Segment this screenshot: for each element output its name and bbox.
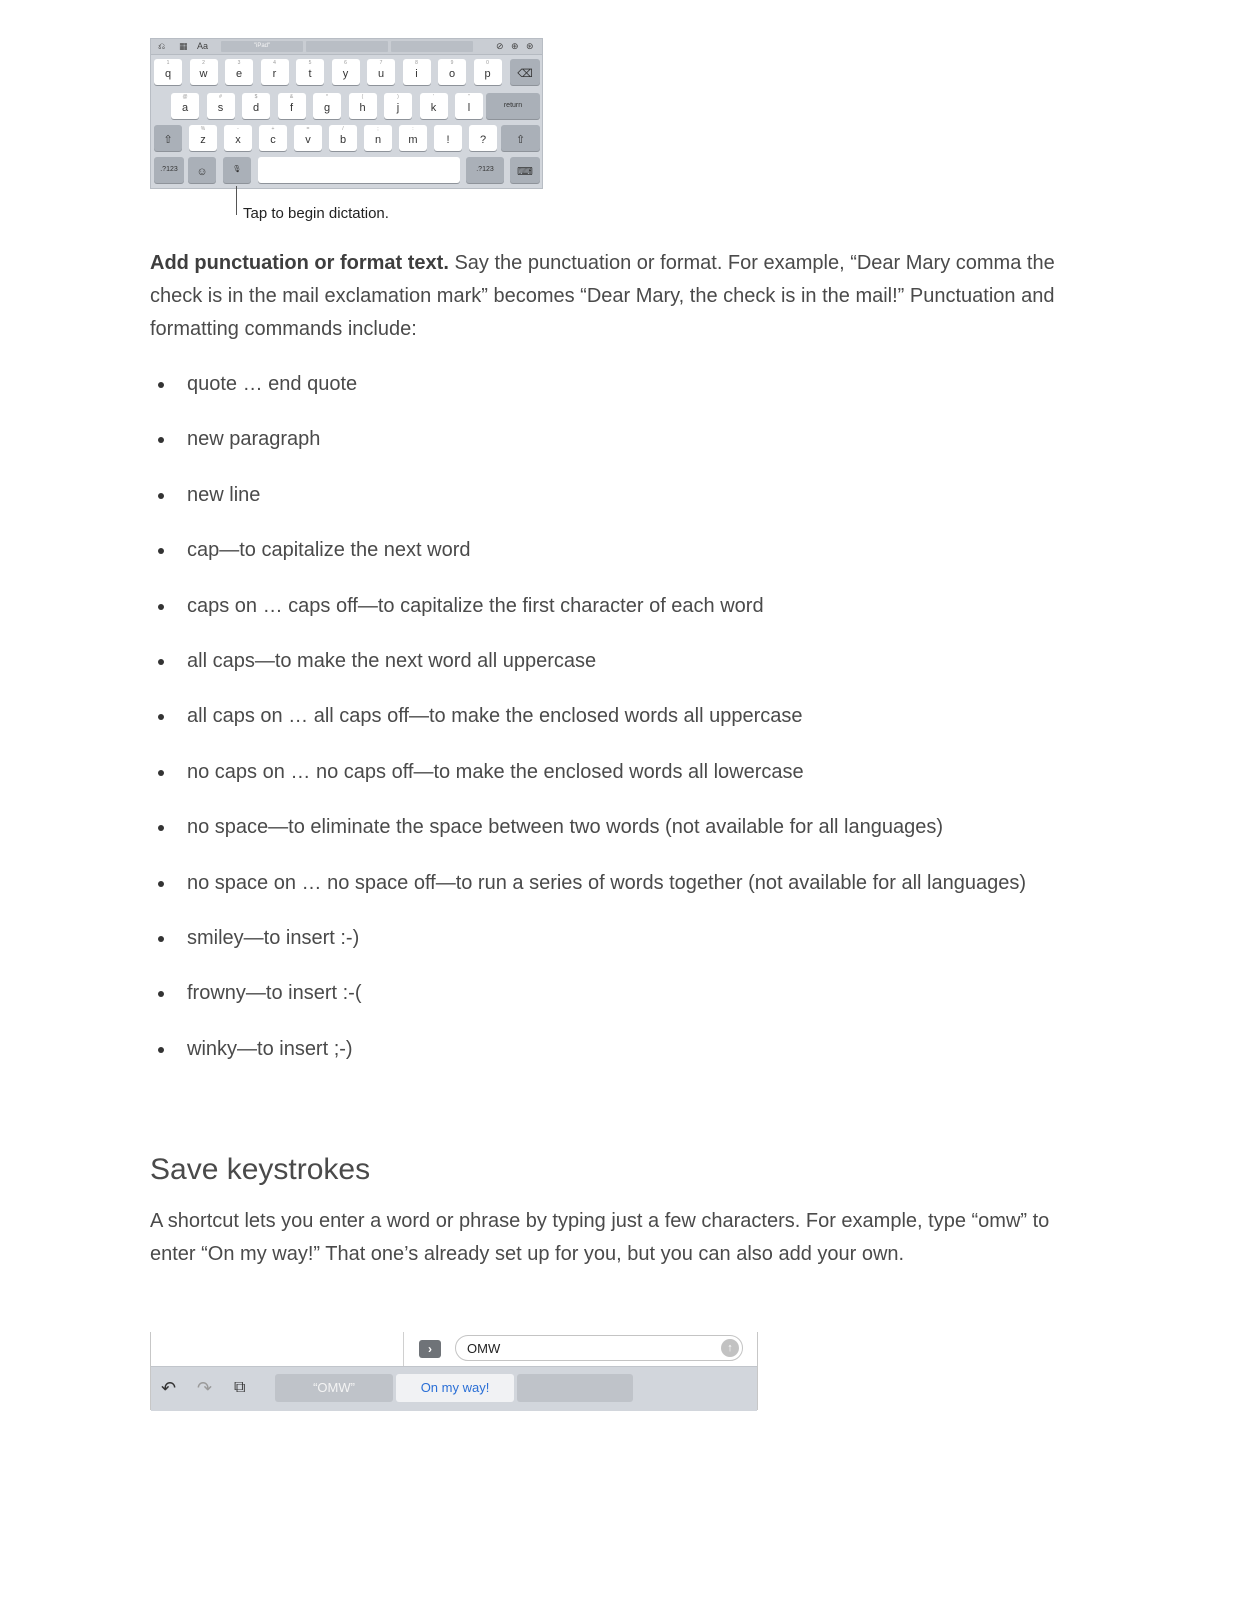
key-a[interactable] [171,93,199,119]
key-x[interactable] [224,125,252,151]
key-m[interactable] [399,125,427,151]
key-secondary-label: " [468,94,470,100]
key-secondary-label: 3 [237,60,241,66]
list-item: all caps—to make the next word all uppercase [150,645,1060,678]
key-label: ☺ [196,166,208,178]
key-f[interactable] [278,93,306,119]
dictation-callout: Tap to begin dictation. [243,205,389,222]
space-key[interactable] [258,157,460,183]
send-icon[interactable]: ↑ [721,1339,739,1357]
key-q[interactable] [154,59,182,85]
key-label: .?123 [476,166,494,173]
list-item: quote … end quote [150,368,1060,401]
list-item: new paragraph [150,423,1060,456]
list-item: no space—to eliminate the space between two words (not available for all languages) [150,811,1060,844]
divider [403,1332,404,1366]
key-label: h [359,102,366,114]
shortcut-entry-row [151,1332,757,1366]
suggestion-typed[interactable]: “OMW” [275,1374,393,1402]
key-question[interactable] [469,125,497,151]
key-label: a [181,102,189,114]
key-label: k [430,102,437,114]
key-secondary-label: ( [361,94,364,100]
key-secondary-label: 8 [415,60,418,66]
shortcut-input[interactable] [455,1335,743,1361]
key-secondary-label: # [219,94,222,100]
key-label: w [199,68,208,80]
key-secondary-label: = [306,126,310,132]
key-secondary-label: + [271,126,275,132]
key-label: o [448,68,456,80]
key-label: f [289,102,294,114]
suggestion-empty[interactable] [517,1374,633,1402]
shortcut-figure [150,1332,758,1410]
key-label: i [415,68,418,80]
list-item: all caps on … all caps off—to make the enclosed words all uppercase [150,700,1060,733]
key-secondary-label: % [200,126,206,132]
command-list [150,368,1060,1088]
add-icon[interactable]: ⊕ [511,41,519,51]
key-d[interactable] [242,93,270,119]
key-label: ! [446,134,450,146]
suggestion-expanded[interactable]: On my way! [396,1374,514,1402]
key-label: u [377,68,385,80]
list-item: no space on … no space off—to run a series of words together (not available for all languages) [150,867,1060,900]
delete-key[interactable] [510,59,540,85]
keyboard-figure [150,38,543,189]
suggestion-2[interactable] [306,41,388,52]
key-secondary-label: : [412,126,414,132]
list-item: cap—to capitalize the next word [150,534,1060,567]
key-h[interactable] [349,93,377,119]
key-label: r [272,68,277,80]
key-label: x [235,134,241,146]
list-item: caps on … caps off—to capitalize the first character of each word [150,590,1060,623]
key-b[interactable] [329,125,357,151]
key-label: q [164,68,172,80]
suggestion-bar [151,1366,757,1411]
shortcut-input-value: OMW [467,1341,501,1356]
key-z[interactable] [189,125,217,151]
key-r[interactable] [261,59,289,85]
shift-right-key[interactable] [501,125,540,151]
key-label: .?123 [160,166,178,173]
key-secondary-label: @ [182,94,188,100]
list-item: winky—to insert ;-) [150,1033,1060,1066]
key-v[interactable] [294,125,322,151]
key-label: t [308,68,312,80]
emoji-icon[interactable] [188,157,216,183]
key-exclamation[interactable] [434,125,462,151]
redo-icon[interactable]: ↷ [197,1378,213,1398]
key-label: p [484,68,491,80]
key-c[interactable] [259,125,287,151]
key-secondary-label: 2 [202,60,205,66]
key-secondary-label: 5 [308,60,312,66]
hide-keyboard-icon[interactable] [510,157,540,183]
suggestion-1[interactable]: "iPad" [221,41,303,52]
table-icon[interactable]: ▦ [179,41,188,51]
list-item: no caps on … no caps off—to make the enclosed words all lowercase [150,756,1060,789]
key-secondary-label: ) [397,94,399,100]
suggestion-3[interactable] [391,41,473,52]
shift-left-key[interactable] [154,125,182,151]
undo-icon[interactable]: ↶ [161,1378,177,1398]
key-secondary-label: 7 [379,60,383,66]
key-secondary-label: 0 [486,60,489,66]
intro-paragraph [150,247,1060,346]
key-secondary-label: 6 [344,60,347,66]
key-secondary-label: ' [433,94,434,100]
key-t[interactable] [296,59,324,85]
key-secondary-label: / [342,126,344,132]
key-label: ⌨ [517,166,533,178]
key-secondary-label: 1 [166,60,170,66]
key-label: ? [479,134,487,146]
numbers-left-key[interactable] [154,157,184,183]
key-secondary-label: 9 [450,60,454,66]
chevron-right-icon[interactable]: › [419,1340,441,1358]
format-button[interactable]: Aa [197,41,209,51]
key-w[interactable] [190,59,218,85]
key-p[interactable] [474,59,502,85]
key-i[interactable] [403,59,431,85]
key-u[interactable] [367,59,395,85]
key-label: c [270,134,276,146]
key-label: y [342,68,349,80]
key-secondary-label: 4 [273,60,276,66]
key-g[interactable] [313,93,341,119]
key-secondary-label: * [326,94,328,100]
numbers-right-key[interactable] [466,157,504,183]
paste-icon[interactable]: ⧉ [234,1379,246,1396]
key-label: return [503,102,523,109]
return-key[interactable] [486,93,540,119]
key-label: 🎙 [232,166,242,173]
key-label: d [252,102,260,114]
key-label: g [323,102,331,114]
undo-icon[interactable]: ⎌ [158,41,166,51]
key-o[interactable] [438,59,466,85]
key-k[interactable] [420,93,448,119]
key-label: l [467,102,471,114]
list-item: new line [150,479,1060,512]
markup-icon[interactable]: ⊛ [526,41,534,51]
key-label: v [305,134,311,146]
intro-text: Say the punctuation or format. For example, “Dear Mary comma the check is in the mail exclamation mark” becomes “Dear Mary, the check is in the mail!” Punctuation and formatting commands include: [150,252,1055,340]
key-label: m [408,134,418,146]
section-body: A shortcut lets you enter a word or phrase by typing just a few characters. For example, type “omw” to enter “On my way!” That one’s already set up for you, but you can also add your own. [150,1210,1050,1265]
key-secondary-label: - [237,126,239,132]
key-label: n [374,134,382,146]
check-icon[interactable]: ⊘ [496,41,504,51]
list-item: frowny—to insert :-( [150,977,1060,1010]
section-heading: Save keystrokes [150,1153,371,1186]
list-item: smiley—to insert :-) [150,922,1060,955]
key-n[interactable] [364,125,392,151]
microphone-icon[interactable] [223,157,251,183]
key-label: z [200,134,206,146]
key-label: j [396,102,400,114]
key-l[interactable] [455,93,483,119]
key-s[interactable] [207,93,235,119]
key-label: b [339,134,347,146]
key-secondary-label: & [289,94,294,100]
keyboard-shortcut-bar [151,39,542,55]
key-secondary-label: ; [377,126,379,132]
key-y[interactable] [332,59,360,85]
callout-line [236,186,237,215]
key-secondary-label: $ [254,94,258,100]
key-label: ⌫ [517,68,533,80]
key-j[interactable] [384,93,412,119]
key-e[interactable] [225,59,253,85]
intro-bold: Add punctuation or format text. [150,252,449,274]
key-label: s [217,102,224,114]
key-label: ⇧ [515,134,526,146]
key-label: ⇧ [163,134,173,146]
key-label: e [235,68,243,80]
